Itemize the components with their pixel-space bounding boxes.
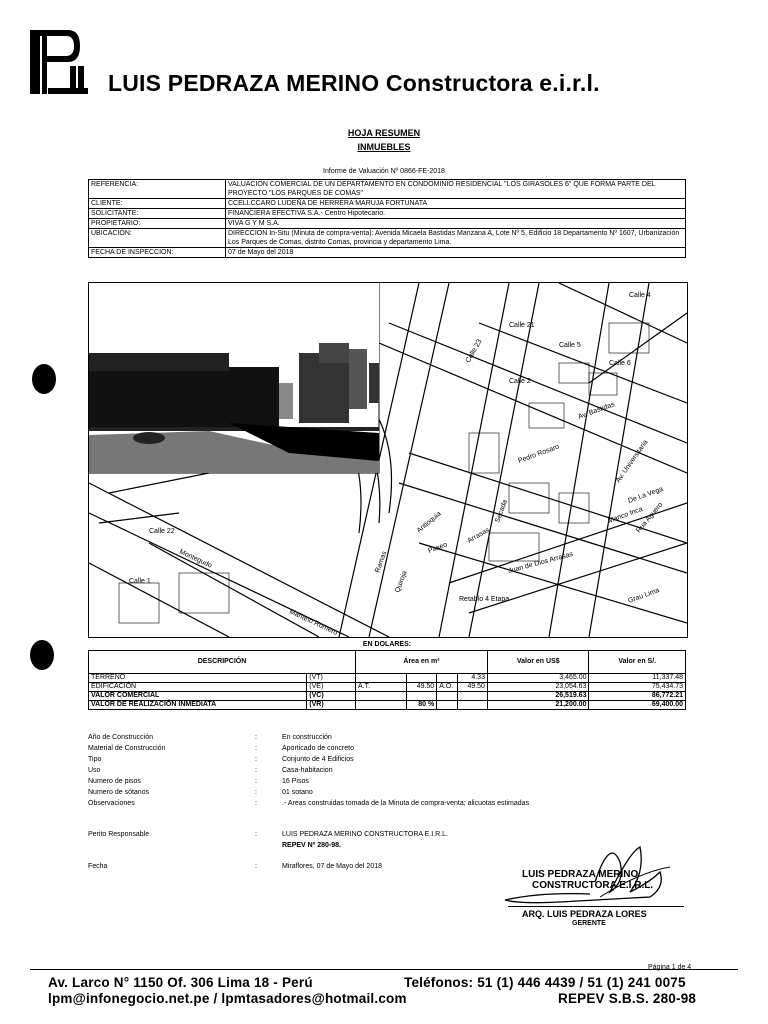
ref-key: UBICACIÓN: [89,229,226,248]
row-ao-label [437,674,457,683]
fecha-value: Miraflores, 07 de Mayo del 2018 [282,863,382,870]
map-label: Av. Universitaria [614,438,650,485]
detail-label: Año de Construcción [88,734,153,741]
map-label: Calle 5 [559,342,581,349]
header-pen: Valor en S/. [589,651,686,674]
fecha-label: Fecha [88,863,108,870]
map-label: Calle 22 [149,528,175,535]
footer-address: Av. Larco N° 1150 Of. 306 Lima 18 - Perú [48,975,313,990]
detail-label: Numero de pisos [88,778,141,785]
signer-name: ARQ. LUIS PEDRAZA LORES [522,909,647,919]
row-usd: 23,054.63 [487,683,589,692]
row-at [406,692,436,701]
detail-row: Numero de pisos : 16 Pisos [88,778,309,785]
map-label: Pedro Rosaro [517,443,561,465]
ref-value: FINANCIERA EFECTIVA S.A.- Centro Hipotecario. [226,209,686,219]
table-row [89,674,686,683]
footer-phones: Teléfonos: 51 (1) 446 4439 / 51 (1) 241 0075 [404,975,686,990]
table-row [89,683,686,692]
detail-value: 16 Pisos [282,778,309,785]
map-label: Calle 21 [509,322,535,329]
row-ao-label [437,692,457,701]
ref-key: FECHA DE INSPECCION: [89,248,226,258]
map-label: Calle 23 [464,338,484,364]
row-at: 49.50 [406,683,436,692]
detail-value: En construcción [282,734,332,741]
ref-value: VALUACION COMERCIAL DE UN DEPARTAMENTO EN CONDOMINIO RESIDENCIAL "LOS GIRASOLES 6" QUE FORMA PARTE DEL PROYECTO "LOS PARQUES DE COMAS" [226,180,686,199]
punch-hole [32,364,56,394]
perito-label: Perito Responsable [88,831,150,838]
map-label: Juan de Dios Arrasas [507,550,574,575]
table-row [89,248,686,258]
stamp-company-line2: CONSTRUCTORA E.I.R.L. [532,880,654,891]
map-label: Calle 6 [609,360,631,367]
ref-key: SOLICITANTE: [89,209,226,219]
table-row [89,229,686,248]
perito-line1: LUIS PEDRAZA MERINO CONSTRUCTORA E.I.R.L. [282,831,448,838]
map-label: Secada [494,498,510,524]
table-row [89,219,686,229]
map-label: Mariano Romero [288,608,339,637]
ref-value: CCELLCCARO LUDEÑA DE HERRERA MARUJA FORTUNATA [226,199,686,209]
map-label: Rua Aguero [635,501,665,535]
company-main: LUIS PEDRAZA MERINO [108,70,380,96]
header-area: Área en m² [356,651,488,674]
row-description: TERRENO [89,674,307,683]
row-pen: 86,772.21 [589,692,686,701]
map-label: Paseo [427,541,449,555]
map-label: Av. Bastidas [577,401,616,421]
row-code: (VE) [307,683,356,692]
ref-key: REFERENCIA: [89,180,226,199]
ref-value: 07 de Mayo del 2018 [226,248,686,258]
map-label: Antioquia [415,510,443,535]
ref-value: VIVA G Y M S.A. [226,219,686,229]
document-subtitle: INMUEBLES [357,142,411,152]
map-label: Arrasas [466,526,491,545]
row-description: VALOR COMERCIAL [89,692,307,701]
row-pen: 11,337.48 [589,674,686,683]
detail-value: .- Areas construidas tomada de la Minuta de compra-venta; alicuotas estimadas [282,800,530,807]
report-number: Informe de Valuación Nº 0866-FE-2018 [323,168,445,175]
map-label: Calle 4 [629,292,651,299]
row-at-label [356,674,407,683]
document-title: HOJA RESUMEN [347,128,421,138]
location-map [88,282,688,638]
row-ao-label: A.O. [437,683,457,692]
detail-row: Observaciones : .- Areas construidas tomada de la Minuta de compra-venta; alicuotas estimadas [88,800,530,807]
row-usd: 3,465.00 [487,674,589,683]
row-ao [457,692,487,701]
row-code: (VR) [307,701,356,710]
row-ao: 49.50 [457,683,487,692]
company-suffix: Constructora e.i.r.l. [385,70,600,96]
table-row [89,199,686,209]
map-label: Calle 1 [129,578,151,585]
row-ao: 4.33 [457,674,487,683]
row-at-label [356,692,407,701]
row-pen: 75,434.73 [589,683,686,692]
row-code: (VC) [307,692,356,701]
detail-label: Numero de sótanos [88,789,150,796]
row-at-label: A.T. [356,683,407,692]
detail-row: Año de Construcción : En construcción [88,734,332,741]
detail-label: Material de Construcción [88,745,166,752]
map-label: De La Vega [627,485,665,505]
detail-label: Uso [88,767,101,774]
table-row [89,692,686,701]
detail-row: Tipo : Conjunto de 4 Edificios [88,756,354,763]
row-code: (VT) [307,674,356,683]
map-label: Manco Inca [607,505,644,525]
map-label: Ramas [374,550,389,574]
map-label: Quiroja [394,570,409,594]
fecha-row: Fecha : Miraflores, 07 de Mayo del 2018 [88,863,382,870]
reference-table [88,179,686,258]
map-label: Grau Lima [627,587,661,605]
table-row [89,180,686,199]
row-description: EDIFICACIÓN [89,683,307,692]
detail-value: Casa-habitacion [282,767,333,774]
signature-line [508,906,684,907]
table-row [89,209,686,219]
ref-key: PROPIETARIO: [89,219,226,229]
footer-repev: REPEV S.B.S. 280-98 [558,991,697,1006]
company-name [108,70,600,97]
ref-key: CLIENTE: [89,199,226,209]
ref-value: DIRECCION In-Situ (Minuta de compra-venta): Avenida Micaela Bastidas Manzana A, Lote Nº 5, Edificio 18 Departamento Nº 1607, Urbanización Los Parques de Comas, distrito Comas, provincia y departamento Lima. [226,229,686,248]
detail-row: Numero de sótanos : 01 sotano [88,789,313,796]
perito-line2: REPEV Nº 280-98. [282,842,341,849]
values-table [88,650,686,710]
currency-section-title: EN DOLARES: [362,641,412,648]
detail-value: Conjunto de 4 Edificios [282,756,354,763]
site-photo [89,283,379,473]
footer-emails: lpm@infonegocio.net.pe / lpmtasadores@hotmail.com [48,991,407,1006]
header-description: DESCRIPCIÓN [89,651,356,674]
header-usd: Valor en US$ [487,651,589,674]
detail-row: Material de Construcción : Aporticado de concreto [88,745,354,752]
row-pen: 69,400.00 [589,701,686,710]
map-label: Retablo 4 Etapa [459,596,510,603]
row-ao-label [437,701,457,710]
perito-row: Perito Responsable : LUIS PEDRAZA MERINO CONSTRUCTORA E.I.R.L. [88,831,448,838]
row-at-label [356,701,407,710]
row-at [406,674,436,683]
detail-row: Uso : Casa-habitacion [88,767,333,774]
detail-label: Observaciones [88,800,135,807]
detail-label: Tipo [88,756,102,763]
stamp-company-line1: LUIS PEDRAZA MERINO [522,869,639,880]
signer-role: GERENTE [572,920,606,927]
row-usd: 21,200.00 [487,701,589,710]
map-label: Calle 2 [509,378,531,385]
table-header-row [89,651,686,674]
punch-hole [30,640,54,670]
table-row [89,701,686,710]
company-logo [28,26,92,96]
detail-value: Aporticado de concreto [282,745,354,752]
map-label: Montegudo [178,548,213,570]
footer-divider [30,969,738,970]
row-ao [457,701,487,710]
row-description: VALOR DE REALIZACIÓN INMEDIATA [89,701,307,710]
page-number: Página 1 de 4 [648,964,692,971]
row-at: 80 % [406,701,436,710]
row-usd: 26,519.63 [487,692,589,701]
detail-value: 01 sotano [282,789,313,796]
